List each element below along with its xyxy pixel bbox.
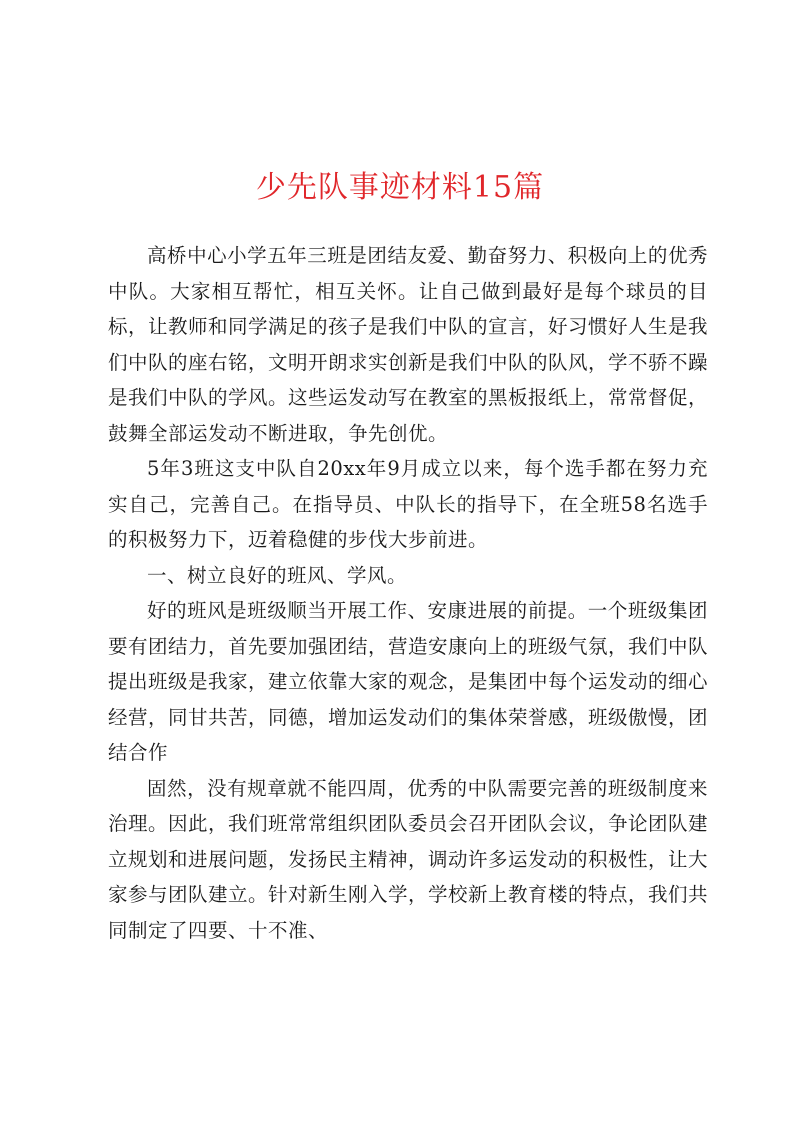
paragraph-3: 好的班风是班级顺当开展工作、安康进展的前提。一个班级集团要有团结力，首先要加强团结，营造安康向上的班级气氛，我们中队提出班级是我家，建立依靠大家的观念，是集团中每个运发动的细心经营，同甘共苦，同德，增加运发动们的集体荣誉感，班级傲慢，团结合作 [108, 599, 709, 764]
paragraph-2: 5年3班这支中队自20xx年9月成立以来，每个选手都在努力充实自己，完善自己。在指导员、中队长的指导下，在全班58名选手的积极努力下，迈着稳健的步伐大步前进。 [108, 457, 708, 551]
section-heading-1: 一、树立良好的班风、学风。 [147, 563, 408, 587]
document-body [108, 238, 708, 948]
document-title: 少先队事迹材料15篇 [255, 170, 545, 205]
paragraph-4: 固然，没有规章就不能四周，优秀的中队需要完善的班级制度来治理。因此，我们班常常组织团队委员会召开团队会议，争论团队建立规划和进展问题，发扬民主精神，调动许多运发动的积极性，让大家参与团队建立。针对新生刚入学，学校新上教育楼的特点，我们共同制定了四要、十不准、 [108, 776, 709, 942]
paragraph-1: 高桥中心小学五年三班是团结友爱、勤奋努力、积极向上的优秀中队。大家相互帮忙，相互关怀。让自己做到最好是每个球员的目标，让教师和同学满足的孩子是我们中队的宣言，好习惯好人生是我们中队的座右铭，文明开朗求实创新是我们中队的队风，学不骄不躁是我们中队的学风。这些运发动写在教室的黑板报纸上，常常督促，鼓舞全部运发动不断进取，争先创优。 [108, 244, 709, 445]
